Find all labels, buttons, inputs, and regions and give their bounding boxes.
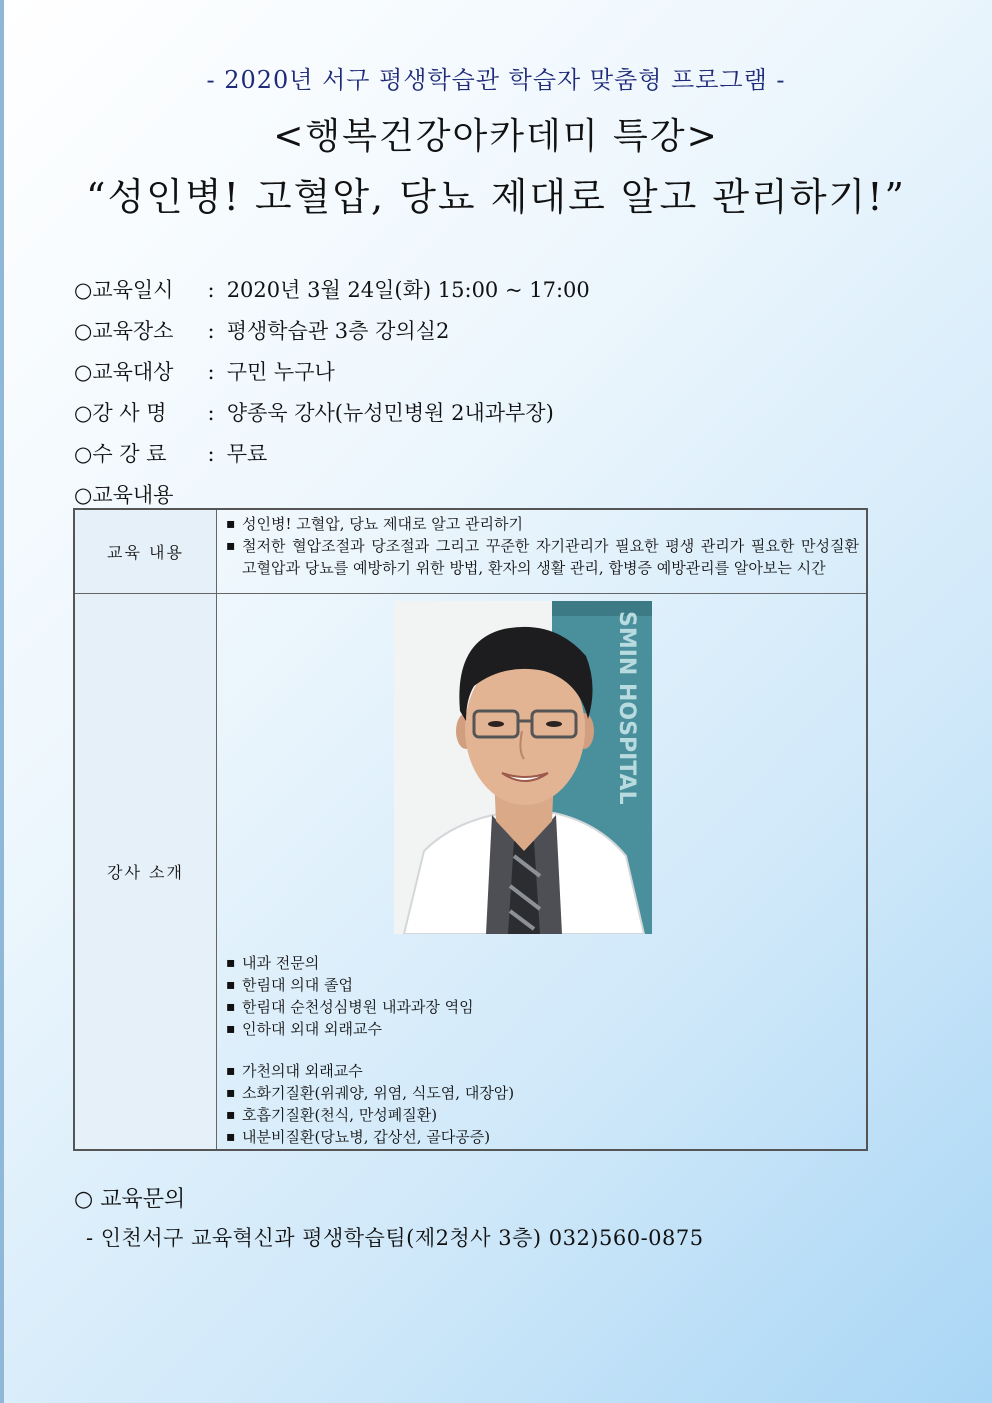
info-value: 평생학습관 3층 강의실2 [226,319,450,343]
list-item: ▪ 성인병! 고혈압, 당뇨 제대로 알고 관리하기 [226,513,859,535]
info-key: ○교육내용 [74,483,174,507]
program-subtitle: - 2020년 서구 평생학습관 학습자 맞춤형 프로그램 - [206,66,786,94]
info-row-fee [74,434,934,475]
info-list [74,270,934,516]
content-table [73,508,868,1151]
info-row-place [74,311,934,352]
instructor-cell [217,593,868,1150]
instructor-photo [394,601,652,934]
contact-heading: ○ 교육문의 [74,1187,186,1212]
list-item: ▪ 철저한 혈압조절과 당조절과 그리고 꾸준한 자기관리가 필요한 평생 관리가 필요한 만성질환 고혈압과 당뇨를 예방하기 위한 방법, 환자의 생활 관리, 합병증 예방관리를 알아보는 시간 [226,535,859,579]
list-item: ▪ 내분비질환(당뇨병, 갑상선, 골다공증) [226,1126,859,1148]
list-item: ▪ 내과 전문의 [226,952,859,974]
hospital-logo-text: SMIN HOSPITAL [614,610,639,805]
lecture-headline: “성인병! 고혈압, 당뇨 제대로 알고 관리하기!” [86,175,906,219]
list-item: ▪ 가천의대 외래교수 [226,1060,859,1082]
row-label-content: 교육 내용 [74,509,217,593]
info-value: 양종욱 강사(뉴성민병원 2내과부장) [226,401,554,425]
info-row-instructor [74,393,934,434]
lecture-title: <행복건강아카데미 특강> [273,116,719,157]
list-item: ▪ 호흡기질환(천식, 만성폐질환) [226,1104,859,1126]
info-sep: : [207,442,215,466]
info-key: ○교육장소 [74,319,174,343]
list-item: ▪ 한림대 의대 졸업 [226,974,859,996]
info-row-target [74,352,934,393]
info-sep: : [207,319,215,343]
info-value: 2020년 3월 24일(화) 15:00 ~ 17:00 [226,278,590,302]
info-row-date [74,270,934,311]
list-item: ▪ 한림대 순천성심병원 내과과장 역임 [226,996,859,1018]
info-sep: : [207,278,215,302]
instructor-bio [218,934,865,1148]
list-item: ▪ 소화기질환(위궤양, 위염, 식도염, 대장암) [226,1082,859,1104]
contact-info: - 인천서구 교육혁신과 평생학습팀(제2청사 3층) 032)560-0875 [86,1226,704,1250]
info-value: 무료 [226,442,268,466]
table-row [74,593,867,1150]
info-key: ○강 사 명 [74,401,167,425]
list-item: ▪ 인하대 외대 외래교수 [226,1018,859,1040]
info-key: ○수 강 료 [74,442,167,466]
info-sep: : [207,401,215,425]
row-label-instructor: 강사 소개 [74,593,217,1150]
info-sep: : [207,360,215,384]
info-key: ○교육일시 [74,278,174,302]
info-value: 구민 누구나 [226,360,335,384]
info-key: ○교육대상 [74,360,174,384]
table-row [74,509,867,593]
content-cell [217,509,868,593]
content-list [218,511,865,579]
